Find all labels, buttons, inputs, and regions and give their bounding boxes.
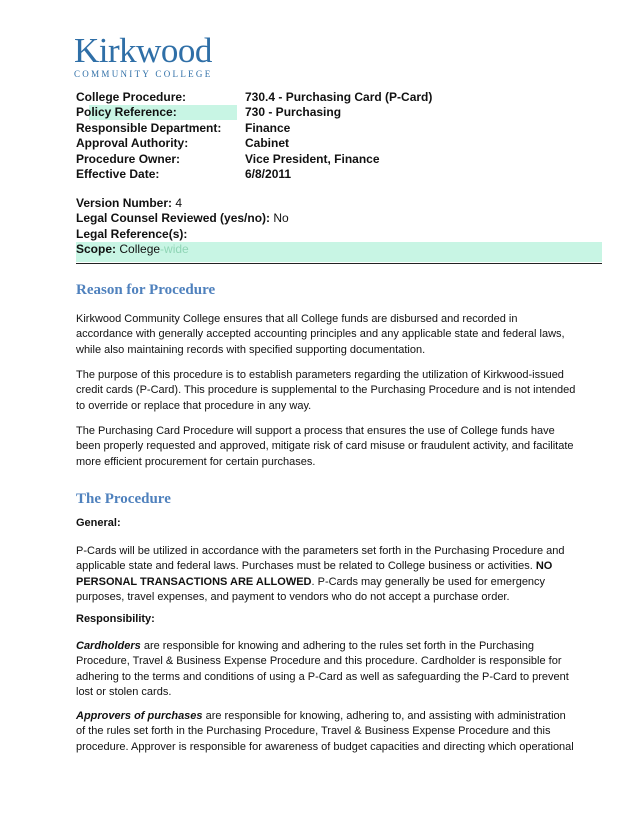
heading-reason: Reason for Procedure (76, 282, 216, 298)
general-emphasis: NO PERSONAL TRANSACTIONS ARE ALLOWED (76, 560, 553, 588)
legal-reviewed-line (76, 211, 606, 226)
meta-value: 730.4 - Purchasing Card (P-Card) (245, 90, 433, 104)
responsibility-label: Responsibility: (76, 613, 155, 625)
header-divider (76, 263, 602, 264)
meta-label: Approval Authority: (76, 136, 189, 151)
legal-reviewed-label: Legal Counsel Reviewed (yes/no): (76, 211, 271, 226)
scope-value: College (116, 242, 161, 257)
meta-value: Finance (245, 120, 291, 135)
college-logo (74, 31, 214, 79)
meta-label: Effective Date: (76, 166, 160, 181)
meta-value: Cabinet (245, 136, 290, 151)
meta-row-owner (76, 152, 606, 167)
cardholders-paragraph (76, 639, 576, 701)
meta-label: Procedure Owner: (76, 151, 181, 166)
legal-reviewed-value: No (270, 211, 289, 226)
scope-value-faded: -wide (160, 242, 189, 257)
meta-row-effective-date (76, 167, 606, 182)
general-text-2: . P-Cards may generally be used for emergency purposes, travel expenses, and payment to vendors who do not accept a purchase order. (76, 575, 546, 604)
reason-paragraph-1: Kirkwood Community College ensures that all College funds are disbursed and recorded in accordance with generally accepted accounting principles and any applicable state and federal laws, while also maintaining records with specified supporting documentation. (76, 313, 565, 356)
approvers-term: Approvers of purchases (76, 710, 203, 722)
meta-row-authority (76, 136, 606, 151)
meta-value: 730 - Purchasing (245, 105, 342, 120)
meta-value: 6/8/2011 (245, 166, 292, 181)
meta-row-policy (76, 105, 606, 120)
version-label: Version Number: (76, 196, 173, 210)
logo-subtitle: COMMUNITY COLLEGE (74, 69, 213, 79)
cardholders-text: are responsible for knowing and adhering to the rules set forth in the Purchasing Procedure, Travel & Business Expense Procedure and this procedure. Cardholder is responsible for adhering to the terms and conditions of using a P-Card as well as safeguarding the P-Card to prevent lost or stolen cards. (76, 640, 569, 699)
cardholders-term: Cardholders (76, 640, 141, 652)
approvers-paragraph (76, 709, 576, 755)
logo-wordmark: Kirkwood (74, 31, 212, 70)
legal-reference-line (76, 227, 606, 242)
general-paragraph (76, 544, 576, 606)
general-text-1: P-Cards will be utilized in accordance with the parameters set forth in the Purchasing Procedure and applicable state and federal laws. Purchases must be related to College business or activities. (76, 545, 565, 573)
meta-label: College Procedure: (76, 90, 187, 104)
legal-reference-label: Legal Reference(s): (76, 226, 188, 241)
scope-label: Scope: (76, 242, 117, 257)
reason-paragraph-3: The Purchasing Card Procedure will support a process that ensures the use of College funds have been properly requested and approved, mitigate risk of card misuse or fraudulent activity, and facilitate more efficient procurement for certain purchases. (76, 425, 574, 468)
meta-value: Vice President, Finance (245, 151, 380, 166)
meta-label: Policy Reference: (76, 105, 177, 120)
meta-row-department (76, 121, 606, 136)
reason-paragraph-2: The purpose of this procedure is to establish parameters regarding the utilization of Kirkwood-issued credit cards (P-Card). This procedure is supplemental to the Purchasing Procedure and is not intended to override or replace that procedure in any way. (76, 369, 576, 412)
version-line (76, 196, 606, 211)
version-info (76, 196, 606, 258)
meta-label: Responsible Department: (76, 120, 222, 135)
general-label: General: (76, 517, 121, 529)
procedure-metadata (76, 90, 606, 182)
version-value: 4 (172, 196, 183, 210)
meta-row-procedure (76, 90, 606, 105)
approvers-text: are responsible for knowing, adhering to, and assisting with administration of the rules set forth in the Purchasing Procedure, Travel & Business Expense Procedure and this procedure. Approver is responsible for awareness of budget capacities and directing which operational (76, 710, 574, 753)
scope-line (76, 242, 606, 257)
heading-procedure: The Procedure (76, 491, 171, 507)
